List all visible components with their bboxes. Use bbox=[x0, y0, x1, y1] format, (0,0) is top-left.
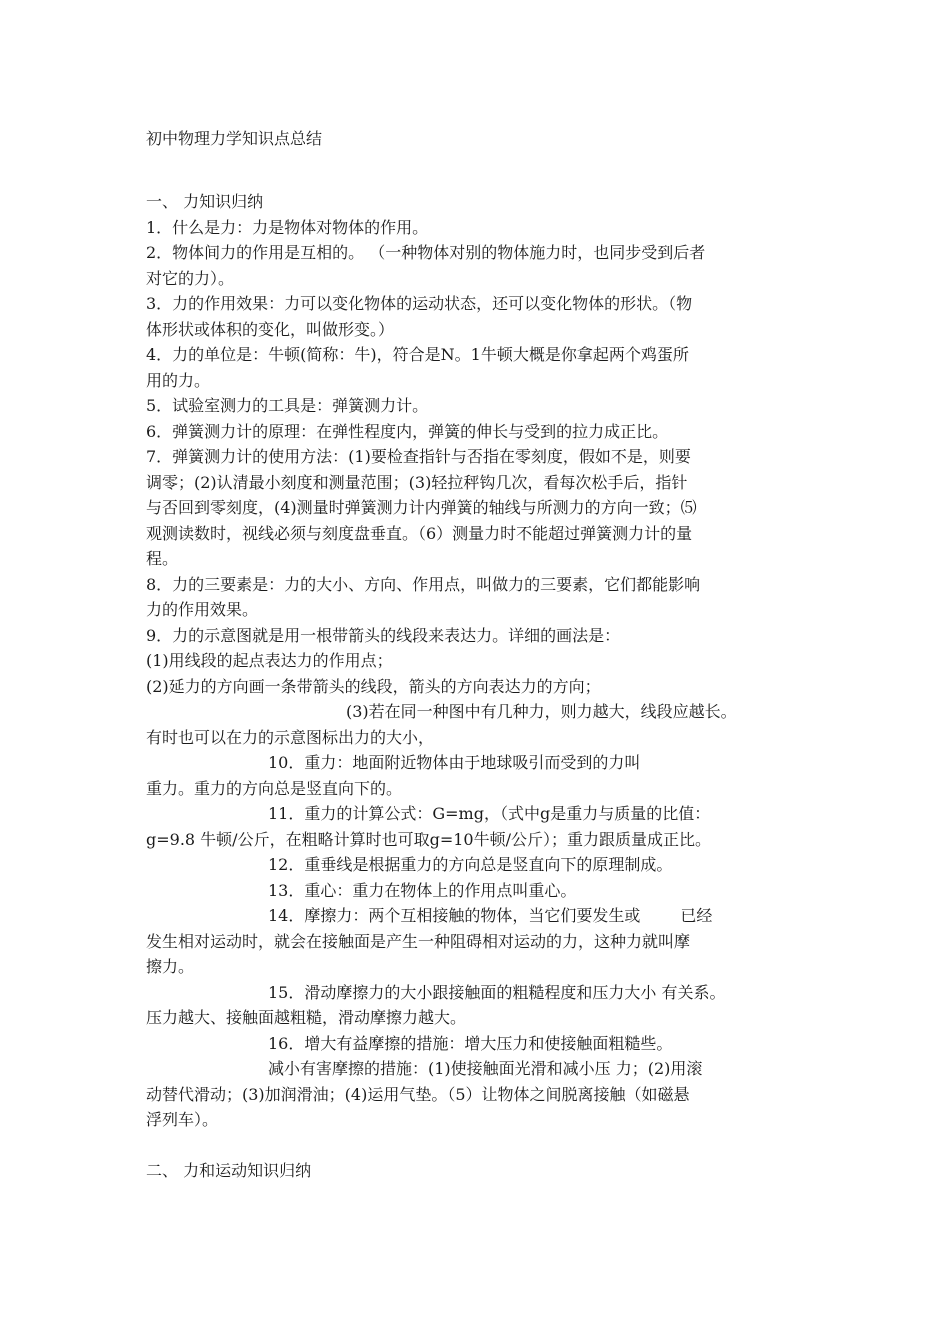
paragraph-line: (2)延力的方向画一条带箭头的线段，箭头的方向表达力的方向； bbox=[146, 676, 601, 696]
paragraph-line: 3．力的作用效果：力可以变化物体的运动状态，还可以变化物体的形状。（物 bbox=[146, 294, 693, 313]
document-title: 初中物理力学知识点总结 bbox=[146, 129, 323, 148]
paragraph-line: 12．重垂线是根据重力的方向总是竖直向下的原理制成。 bbox=[268, 855, 673, 874]
paragraph-line: 9．力的示意图就是用一根带箭头的线段来表达力。详细的画法是： bbox=[146, 625, 621, 645]
paragraph-line: 8．力的三要素是：力的大小、方向、作用点，叫做力的三要素，它们都能影响 bbox=[146, 574, 701, 594]
paragraph-line: 2．物体间力的作用是互相的。 （一种物体对别的物体施力时，也同步受到后者 bbox=[146, 243, 706, 262]
paragraph-line: 15．滑动摩擦力的大小跟接触面的粗糙程度和压力大小 有关系。 bbox=[268, 982, 726, 1002]
paragraph-line: 浮列车）。 bbox=[146, 1110, 219, 1129]
paragraph-line: 动替代滑动；(3)加润滑油；(4)运用气垫。（5）让物体之间脱离接触（如磁悬 bbox=[146, 1084, 690, 1104]
section-heading: 二、 力和运动知识归纳 bbox=[146, 1161, 312, 1180]
paragraph-line: 压力越大、接触面越粗糙，滑动摩擦力越大。 bbox=[146, 1008, 467, 1027]
section-heading: 一、 力知识归纳 bbox=[146, 192, 264, 211]
paragraph-line: 用的力。 bbox=[146, 370, 211, 390]
paragraph-line-part: 已经 bbox=[680, 906, 713, 925]
paragraph-line: 观测读数时，视线必须与刻度盘垂直。（6）测量力时不能超过弹簧测力计的量 bbox=[146, 523, 693, 543]
paragraph-line: 力的作用效果。 bbox=[146, 600, 259, 619]
paragraph-line: 1．什么是力：力是物体对物体的作用。 bbox=[146, 217, 429, 237]
paragraph-line: 有时也可以在力的示意图标出力的大小， bbox=[146, 727, 435, 747]
paragraph-line: 程。 bbox=[146, 549, 179, 568]
paragraph-line: 11．重力的计算公式：G=mg，（式中g是重力与质量的比值： bbox=[268, 804, 711, 823]
paragraph-line: 16．增大有益摩擦的措施：增大压力和使接触面粗糙些。 bbox=[268, 1033, 673, 1053]
paragraph-line: 7．弹簧测力计的使用方法：(1)要检查指针与否指在零刻度，假如不是，则要 bbox=[146, 447, 691, 466]
blank-line bbox=[146, 1133, 826, 1159]
paragraph-line: 6．弹簧测力计的原理：在弹性程度内，弹簧的伸长与受到的拉力成正比。 bbox=[146, 421, 669, 441]
paragraph-line: 减小有害摩擦的措施：(1)使接触面光滑和减小压 力；(2)用滚 bbox=[268, 1059, 703, 1078]
paragraph-line bbox=[146, 903, 826, 929]
paragraph-line: (3)若在同一种图中有几种力，则力越大，线段应越长。 bbox=[346, 702, 737, 721]
paragraph-line: 13．重心：重力在物体上的作用点叫重心。 bbox=[268, 880, 577, 900]
document-body bbox=[146, 189, 826, 1184]
paragraph-line-part: 14．摩擦力：两个互相接触的物体，当它们要发生或 bbox=[268, 906, 641, 925]
paragraph-line: 5．试验室测力的工具是：弹簧测力计。 bbox=[146, 396, 429, 415]
paragraph-line: (1)用线段的起点表达力的作用点； bbox=[146, 651, 393, 670]
paragraph-line: 擦力。 bbox=[146, 957, 195, 976]
paragraph-line: 与否回到零刻度，(4)测量时弹簧测力计内弹簧的轴线与所测力的方向一致；⑸ bbox=[146, 498, 697, 517]
paragraph-line: 体形状或体积的变化，叫做形变。） bbox=[146, 319, 395, 339]
paragraph-line: 发生相对运动时，就会在接触面是产生一种阻碍相对运动的力，这种力就叫摩 bbox=[146, 931, 691, 951]
paragraph-line: 调零；(2)认清最小刻度和测量范围；(3)轻拉秤钩几次，看每次松手后，指针 bbox=[146, 472, 688, 492]
paragraph-line: 4．力的单位是：牛顿(简称：牛)，符合是N。1牛顿大概是你拿起两个鸡蛋所 bbox=[146, 345, 689, 364]
paragraph-line: 对它的力）。 bbox=[146, 268, 235, 288]
paragraph-line: 重力。重力的方向总是竖直向下的。 bbox=[146, 778, 403, 798]
paragraph-line: g=9.8 牛顿/公斤，在粗略计算时也可取g=10牛顿/公斤）；重力跟质量成正比。 bbox=[146, 829, 711, 849]
paragraph-line: 10．重力：地面附近物体由于地球吸引而受到的力叫 bbox=[268, 753, 641, 772]
